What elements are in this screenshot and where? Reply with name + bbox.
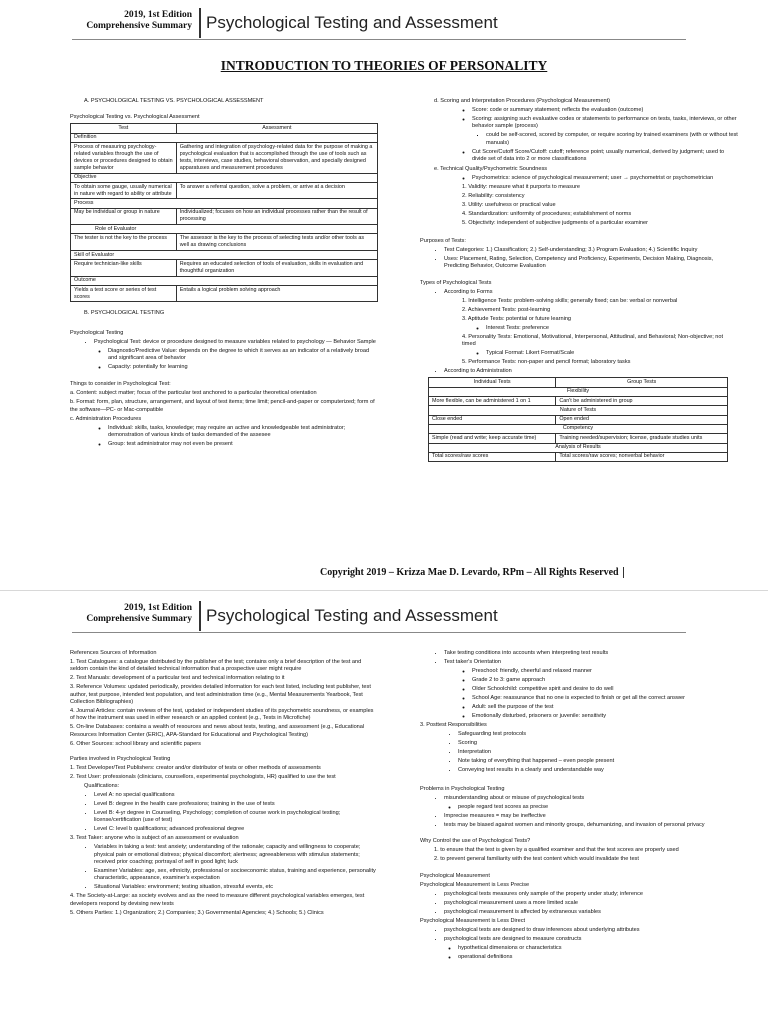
posttest-heading: 3. Posttest Responsibilities xyxy=(420,722,487,729)
measurement-less-direct-label: Psychological Measurement is Less Direct xyxy=(420,917,526,924)
table-caption: Psychological Testing vs. Psychological Assessment xyxy=(70,114,200,121)
list-item: • tests may be biased against women and minority groups, dehumanizing, and invasion of personal privacy xyxy=(444,822,738,829)
measurement-heading: Psychological Measurement xyxy=(420,872,490,879)
list-item: ◦ School Age: reassurance that no one is expected to finish or get all the correct answer xyxy=(472,695,738,702)
document-title: INTRODUCTION TO THEORIES OF PERSONALITY xyxy=(220,58,548,73)
list-item: 1. to ensure that the test is given by a qualified examiner and that the test scores are properly used xyxy=(434,846,679,853)
testing-vs-assessment-table xyxy=(70,123,378,302)
table-group-label: Analysis of Results xyxy=(429,443,728,452)
edition-line-2: Comprehensive Summary xyxy=(86,21,192,31)
list-item: a. Content: subject matter; focus of the particular test anchored to a particular theoretical orientation xyxy=(70,390,317,397)
list-item: • Take testing conditions into accounts when interpreting test results xyxy=(444,650,738,657)
list-item: • Examiner Variables: age, sex, ethnicity, professional or socioeconomic status, training and experience, personality characteristic, appearance, examiner's expectation xyxy=(94,868,378,883)
list-item: • Conveying test results in a clearly and understandable way xyxy=(458,767,738,774)
list-item: 4. The Society-at-Large: as society evolves and as the need to measure different psychological variables emerges, test developers respond by devising new tests xyxy=(70,893,365,907)
list-item: • Uses: Placement, Rating, Selection, Competency and Proficiency, Experiments, Decision Making, Diagnosis, Predicting Behavior, Outcome Evaluation xyxy=(444,256,738,271)
list-item: ◦ Psychometrics: science of psychological measurement; user → psychometrist or psychometrician xyxy=(472,175,738,182)
list-item: ◦ Individual: skills, tasks, knowledge; may require an active and knowledgeable test administrator; demonstration of various kinds of tasks demanded of the assesee xyxy=(108,425,378,440)
right-column xyxy=(420,98,738,462)
list-item: • According to Administration xyxy=(444,368,738,375)
list-item: ◦ Emotionally disturbed, prisoners or juvenile: sensitivity xyxy=(472,713,738,720)
table-cell: To answer a referral question, solve a problem, or arrive at a decision xyxy=(176,182,377,198)
list-item: c. Administration Procedures xyxy=(70,415,142,422)
list-item: ◦ Grade 2 to 3: game approach xyxy=(472,677,738,684)
copyright-footer xyxy=(320,566,624,579)
qualifications-label: Qualifications: xyxy=(84,782,120,789)
table-cell: To obtain some gauge, usually numerical in nature with regard to ability or attribute xyxy=(71,182,177,198)
list-item: 2. Achievement Tests: post-learning xyxy=(462,307,551,314)
list-item: ◦ Adult: sell the purpose of the test xyxy=(472,704,738,711)
list-item: 5. Performance Tests: non-paper and pencil format; laboratory tasks xyxy=(462,359,631,366)
table-group-label: Definition xyxy=(71,133,378,142)
table-cell: Can't be administered in group xyxy=(556,396,728,405)
list-item: ◦ Preschool: friendly, cheerful and relaxed manner xyxy=(472,668,738,675)
measurement-less-precise-label: Psychological Measurement is Less Precise xyxy=(420,881,530,888)
edition-line-1: 2019, 1st Edition xyxy=(124,603,192,613)
header-title: Psychological Testing and Assessment xyxy=(206,13,498,32)
table-cell: Gathering and integration of psychology-related data for the purpose of making a psychological evaluation that is accomplished through the use of tools such as tests, interviews, case studies, behavioral observation, and specially designed apparatuses and measurement procedures xyxy=(176,142,377,173)
table-header-test: Test xyxy=(71,124,177,133)
section-d-heading: d. Scoring and Interpretation Procedures (Psychological Measurement) xyxy=(434,98,610,104)
table-header-group: Group Tests xyxy=(556,378,728,387)
table-group-label: Flexibility xyxy=(429,387,728,396)
list-item: • Test taker's Orientation xyxy=(444,659,738,666)
table-group-label: Competency xyxy=(429,424,728,433)
list-item: ◦ Group: test administrator may not even be present xyxy=(108,441,378,448)
table-header-assessment: Assessment xyxy=(176,124,377,133)
list-item: 5. Objectivity: independent of subjective judgments of a particular examiner xyxy=(462,220,648,227)
list-item: 4. Journal Articles: contain reviews of the test, updated or independent studies of its psychometric soundness, or examples of how the instrument was used in either research or an applied context (e.g., Tests in Microfiche) xyxy=(70,708,374,722)
list-item: ▪ could be self-scored, scored by computer, or require scoring by trained examiners (with or without test manuals) xyxy=(486,132,738,147)
list-item: 2. Reliability: consistency xyxy=(462,193,525,200)
table-group-label: Role of Evaluator xyxy=(71,225,378,234)
list-item: 6. Other Sources: school library and scientific papers xyxy=(70,740,201,747)
page-2 xyxy=(0,590,768,1024)
list-item: • psychological measurement uses a more limited scale xyxy=(444,900,738,907)
list-item: ◦ Diagnostic/Predictive Value: depends on the degree to which it serves as an indicator of a relatively broad and significant area of behavior xyxy=(108,348,378,363)
table-cell: Yields a test score or series of test scores xyxy=(71,285,177,301)
list-item: • Level C: level b qualifications; advanced professional degree xyxy=(94,826,378,833)
list-item: • psychological tests measures only sample of the property under study; inference xyxy=(444,891,738,898)
table-cell: Individualized; focuses on how an individual processes rather than the result of processing xyxy=(176,208,377,224)
table-cell: Close ended xyxy=(429,415,556,424)
list-item: 1. Test Catalogues: a catalogue distributed by the publisher of the test; contains only a brief description of the test and seldom contain the kind of detailed technical information that a prospective user might require xyxy=(70,658,362,673)
table-cell: May be individual or group in nature xyxy=(71,208,177,224)
list-item: • Level B: 4-yr degree in Counseling, Psychology; completion of course work in psychological testing; license/certification (use of test) xyxy=(94,810,378,825)
list-item: • psychological measurement is affected by extraneous variables xyxy=(444,909,738,916)
list-item: • Note taking of everything that happened – even people present xyxy=(458,758,738,765)
list-item: 3. Test Taker: anyone who is subject of an assessment or evaluation xyxy=(70,835,239,842)
list-item: • Imprecise measures = may be ineffective xyxy=(444,813,738,820)
list-item: • Interpretation xyxy=(458,749,738,756)
table-cell: Open ended xyxy=(556,415,728,424)
list-item: ◦ Older Schoolchild: competitive spirit and desire to do well xyxy=(472,686,738,693)
table-cell: Total scores/raw scores xyxy=(429,452,556,461)
footer-divider xyxy=(623,567,624,578)
list-item: 5. On-line Databases: contains a wealth of resources and news about tests, testing, and assessment (e.g., Educational Resources Information Center (ERIC), APA-Standard for Educational and Psychological Testing) xyxy=(70,724,365,738)
table-group-label: Skill of Evaluator xyxy=(71,250,378,259)
list-item: 2. Test Manuals: development of a particular test and technical information relating to it xyxy=(70,675,285,682)
list-item: ◦ hypothetical dimensions or characteristics xyxy=(458,945,738,952)
list-item: 5. Others Parties: 1.) Organization; 2.) Companies; 3.) Governmental Agencies; 4.) Schools; 5.) Clinics xyxy=(70,909,324,916)
list-item: ◦ people regard test scores as precise xyxy=(458,804,738,811)
table-group-label: Outcome xyxy=(71,276,378,285)
pt-heading: Psychological Testing xyxy=(70,329,124,336)
table-cell: The tester is not the key to the process xyxy=(71,234,177,250)
list-item: ◦ Cut Score/Cutoff Score/Cutoff: cutoff; reference point; usually numerical, derived by judgment; used to divide set of data into 2 or more classifications xyxy=(472,149,738,164)
list-item: 3. Reference Volumes: updated periodically, provides detailed information for each test listed, including test publisher, test author, test purpose, intended test population, and test administration time (e.g., Mental Measurements Yearbook, Test Collection Bibliographies) xyxy=(70,684,371,706)
list-item: ◦ Capacity: potentially for learning xyxy=(108,364,378,371)
left-column xyxy=(70,650,378,919)
list-item: 2. Test User: professionals (clinicians, counsellors, experimental psychologists, HR) qualified to use the test xyxy=(70,774,336,780)
table-header-individual: Individual Tests xyxy=(429,378,556,387)
purposes-heading: Purposes of Tests: xyxy=(420,237,466,244)
list-item: 2. to prevent general familiarity with the test content which would invalidate the test xyxy=(434,855,639,862)
header-divider xyxy=(199,601,201,631)
table-cell: Simple (read and write; keep accurate time) xyxy=(429,434,556,443)
list-item: 1. Intelligence Tests: problem-solving skills; generally fixed; can be: verbal or nonverbal xyxy=(462,298,678,305)
table-group-label: Objective xyxy=(71,173,378,182)
list-item: ◦ Scoring: assigning such evaluative codes or statements to performance on tests, tasks, interviews, or other behavior sample (process) xyxy=(472,116,738,131)
section-a-heading: A. PSYCHOLOGICAL TESTING VS. PSYCHOLOGICAL ASSESSMENT xyxy=(84,98,264,104)
copyright-text: Copyright 2019 – Krizza Mae D. Levardo, RPm – All Rights Reserved xyxy=(320,567,619,578)
administration-table xyxy=(428,377,728,462)
list-item: 3. Aptitude Tests: potential or future learning xyxy=(462,316,572,323)
header-divider xyxy=(199,8,201,38)
list-item: 3. Utility: usefulness or practical value xyxy=(462,202,556,209)
edition-line-1: 2019, 1st Edition xyxy=(124,10,192,20)
list-item: • misunderstanding about or misuse of psychological tests xyxy=(444,795,738,802)
types-heading: Types of Psychological Tests xyxy=(420,280,492,287)
section-b-heading: B. PSYCHOLOGICAL TESTING xyxy=(84,310,165,317)
edition-line-2: Comprehensive Summary xyxy=(86,614,192,624)
list-item: • psychological tests are designed to measure constructs xyxy=(444,936,738,943)
table-cell: Total scores/raw scores; nonverbal behavior xyxy=(556,452,728,461)
list-item: • Test Categories: 1.) Classification; 2.) Self-understanding; 3.) Program Evaluation; 4.) Scientific Inquiry xyxy=(444,247,738,254)
table-cell: More flexible, can be administered 1 on 1 xyxy=(429,396,556,405)
table-cell: Entails a logical problem solving approach xyxy=(176,285,377,301)
right-column xyxy=(420,650,738,963)
list-item: • Safeguarding test protocols xyxy=(458,731,738,738)
list-item: 1. Test Developer/Test Publishers: creator and/or distributor of tests or other methods of assessments xyxy=(70,765,321,772)
list-item: • psychological tests are designed to draw inferences about underlying attributes xyxy=(444,927,738,934)
list-item: • According to Forms xyxy=(444,289,738,296)
list-item: 1. Validity: measure what it purports to measure xyxy=(462,184,581,191)
table-cell: Process of measuring psychology-related variables through the use of devices or procedures designed to obtain sample behavior xyxy=(71,142,177,173)
why-heading: Why Control the use of Psychological Tests? xyxy=(420,837,531,844)
list-item: • Scoring xyxy=(458,740,738,747)
table-group-label: Process xyxy=(71,199,378,208)
references-heading: References Sources of Information xyxy=(70,650,157,656)
section-e-heading: e. Technical Quality/Psychometric Soundness xyxy=(434,166,548,173)
list-item: • Psychological Test: device or procedure designed to measure variables related to psychology — Behavior Sample xyxy=(94,339,378,346)
parties-heading: Parties involved in Psychological Testing xyxy=(70,756,171,763)
table-group-label: Nature of Tests xyxy=(429,406,728,415)
header-title: Psychological Testing and Assessment xyxy=(206,606,498,625)
consider-heading: Things to consider in Psychological Test: xyxy=(70,381,171,388)
list-item: b. Format: form, plan, structure, arrangement, and layout of test items; time limit; pencil-and-paper or computerized; form of the software—PC- or Mac-compatible xyxy=(70,399,375,413)
edition-label xyxy=(72,603,192,625)
list-item: 4. Personality Tests: Emotional, Motivational, Interpersonal, Attitudinal, and Behavioral; Non-objective; not timed xyxy=(462,334,724,348)
list-item: ◦ Interest Tests: preference xyxy=(486,325,738,332)
table-cell: The assessor is the key to the process of selecting tests and/or other tools as well as drawing conclusions xyxy=(176,234,377,250)
list-item: ◦ Score: code or summary statement; reflects the evaluation (outcome) xyxy=(472,107,738,114)
list-item: • Variables in taking a test: test anxiety; understanding of the rationale; capacity and willingness to cooperate; physical pain or emotional distress; physical discomfort; alertness; agreeableness with stimulus statements; received prior coaching; portrayal of self in good light; luck xyxy=(94,844,378,866)
list-item: ◦ Typical Format: Likert Format/Scale xyxy=(486,350,738,357)
header-rule xyxy=(72,39,686,40)
left-column xyxy=(70,98,378,450)
problems-heading: Problems in Psychological Testing xyxy=(420,786,505,793)
list-item: ◦ operational definitions xyxy=(458,954,738,961)
list-item: • Level A: no special qualifications xyxy=(94,792,378,799)
edition-label xyxy=(72,10,192,32)
header-rule xyxy=(72,632,686,633)
list-item: • Level B: degree in the health care professions; training in the use of tests xyxy=(94,801,378,808)
list-item: • Situational Variables: environment; testing situation, stressful events, etc xyxy=(94,884,378,891)
table-cell: Requires an educated selection of tools of evaluation, skills in evaluation and thoughtful organization xyxy=(176,260,377,276)
list-item: 4. Standardization: uniformity of procedures; establishment of norms xyxy=(462,211,632,218)
table-cell: Training needed/supervision; license, graduate studies units xyxy=(556,434,728,443)
table-cell: Require technician-like skills xyxy=(71,260,177,276)
